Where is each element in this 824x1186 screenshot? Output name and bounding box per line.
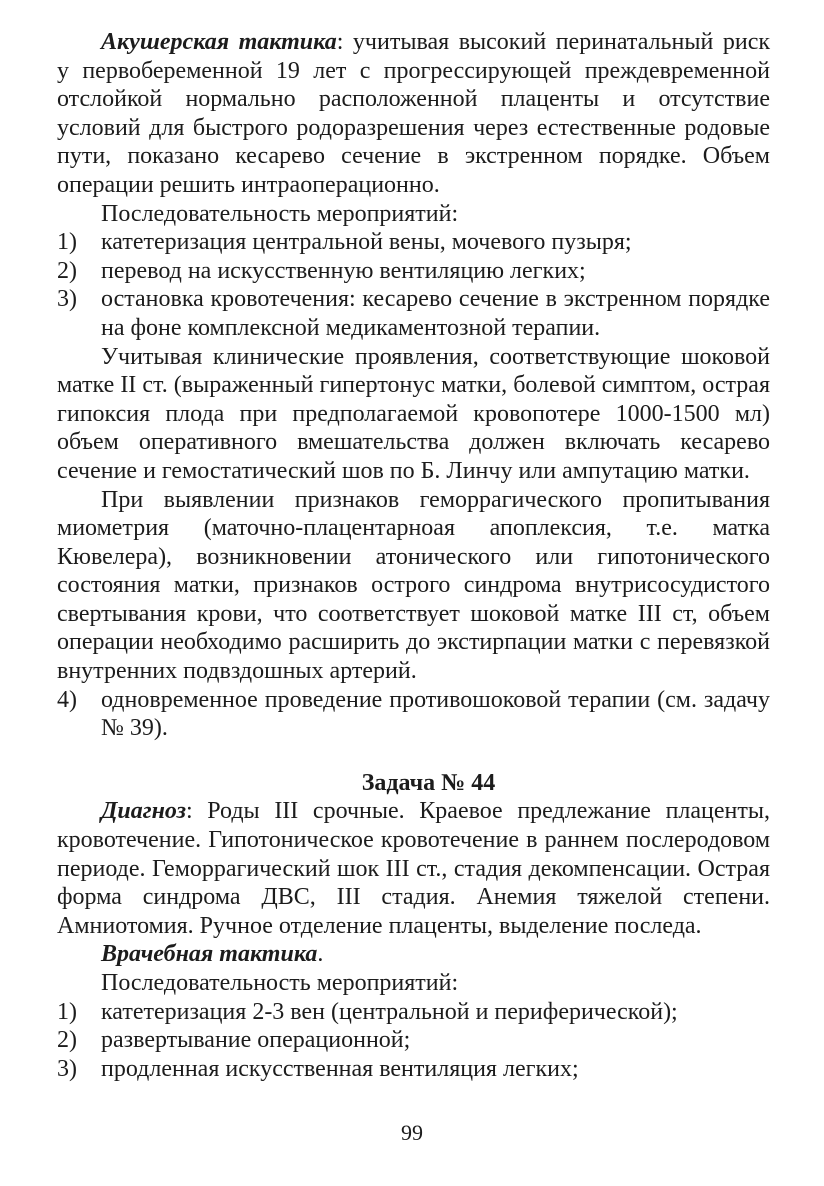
diagnosis-text: : Роды III срочные. Краевое предлежание плаценты, кровотечение. Гипотоническое кровотечение в раннем послеродовом периоде. Геморрагический шок III ст., стадия декомпенсации. Острая форма синдрома ДВС, III стадия. Анемия тяжелой степени. Амниотомия. Ручное отделение плаценты, выделение последа. — [57, 798, 770, 939]
list-text: перевод на искусственную вентиляцию легких; — [101, 257, 586, 284]
list-number: 3) — [57, 1055, 77, 1082]
obstetric-tactics-paragraph — [57, 28, 770, 200]
list-text: катетеризация центральной вены, мочевого пузыря; — [101, 229, 632, 256]
list-number: 4) — [57, 686, 77, 713]
list-item — [57, 285, 770, 342]
list-text: катетеризация 2-3 вен (центральной и периферической); — [101, 998, 678, 1025]
shock-uterus-ii-paragraph: Учитывая клинические проявления, соответствующие шоковой матке II ст. (выраженный гипертонус матки, болевой симптом, острая гипоксия плода при предполагаемой кровопотере 1000-1500 мл) объем оперативного вмешательства должен включать кесарево сечение и гемостатический шов по Б. Линчу или ампутацию матки. — [57, 343, 770, 484]
measures-list-continued — [57, 686, 770, 743]
list-text: одновременное проведение противошоковой терапии (см. задачу № 39). — [101, 686, 770, 742]
page-number: 99 — [401, 1120, 423, 1145]
list-number: 3) — [57, 286, 77, 313]
sequence-intro: Последовательность мероприятий: — [101, 200, 459, 227]
medical-tactics-line — [57, 940, 770, 969]
list-number: 1) — [57, 229, 77, 256]
measures-list — [57, 228, 770, 342]
list-item — [57, 686, 770, 743]
list-text: продленная искусственная вентиляция легких; — [101, 1055, 579, 1082]
sequence-intro: Последовательность мероприятий: — [101, 970, 459, 996]
list-item — [57, 998, 770, 1027]
shock-uterus-iii-paragraph: При выявлении признаков геморрагического пропитывания миометрия (маточно-плацентарноая апоплексия, т.е. матка Кювелера), возникновении атонического или гипотонического состояния матки, признаков острого синдрома внутрисосудистого свертывания крови, что соответствует шоковой матке III ст, объем операции необходимо расширить до экстирпации матки с перевязкой внутренних подвздошных артерий. — [57, 486, 770, 685]
list-item — [57, 1055, 770, 1084]
task-44-measures-list — [57, 998, 770, 1084]
list-number: 2) — [57, 257, 77, 284]
list-number: 2) — [57, 1027, 77, 1054]
medical-tactics-dot: . — [317, 941, 324, 968]
medical-tactics-lead: Врачебная тактика — [101, 941, 318, 968]
list-item — [57, 228, 770, 257]
obstetric-tactics-lead: Акушерская тактика — [101, 29, 337, 55]
list-text: остановка кровотечения: кесарево сечение в экстренном порядке на фоне комплексной медикаментозной терапии. — [101, 286, 770, 341]
diagnosis-paragraph — [57, 797, 770, 940]
list-number: 1) — [57, 998, 77, 1025]
obstetric-tactics-text: : учитывая высокий перинатальный риск у первобеременной 19 лет с прогрессирующей преждевременной отслойкой нормально расположенной плаценты и отсутствие условий для быстрого родоразрешения через естественные родовые пути, показано кесарево сечение в экстренном порядке. Объем операции решить интраоперационно. — [57, 29, 770, 198]
task-title: Задача № 44 — [361, 769, 496, 796]
list-item — [57, 257, 770, 286]
list-item — [57, 1026, 770, 1055]
list-text: развертывание операционной; — [101, 1027, 411, 1054]
diagnosis-lead: Диагноз — [101, 798, 186, 825]
